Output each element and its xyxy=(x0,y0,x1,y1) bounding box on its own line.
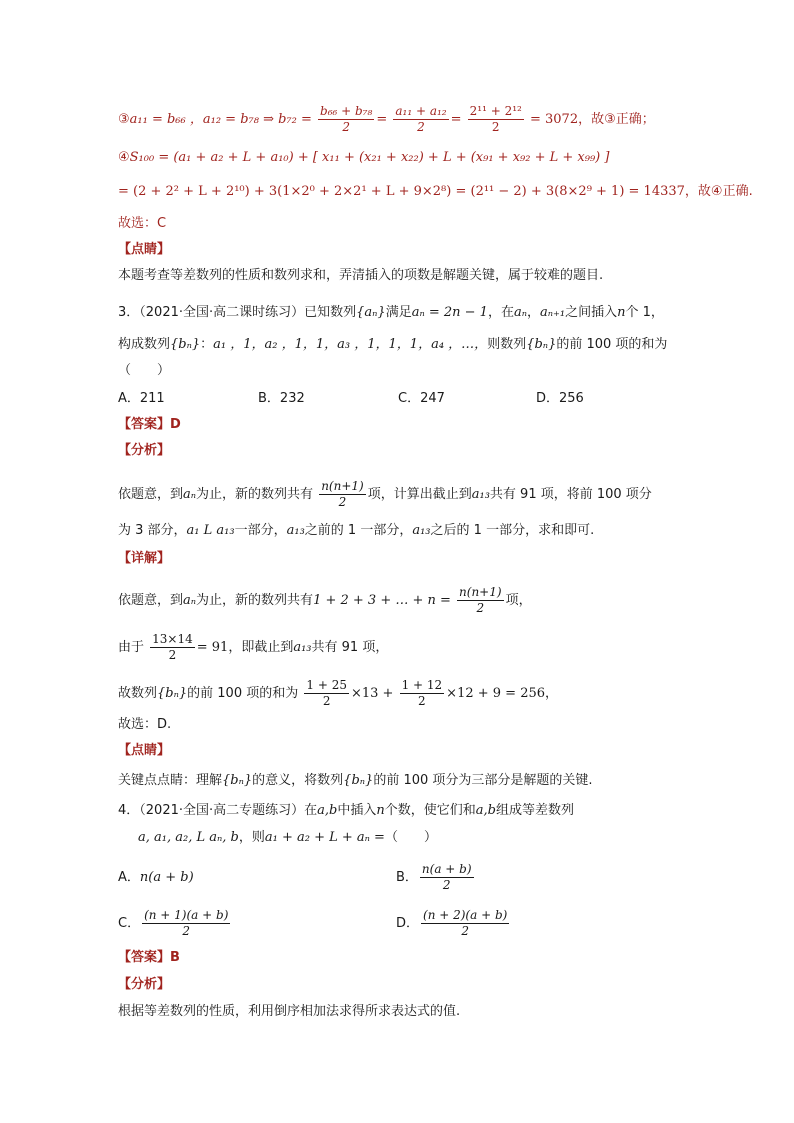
circle-number: ③ xyxy=(118,112,130,127)
question-4-line-1: 4．（2021·全国·高二专题练习）在a,b中插入n个数，使它们和a,b组成等差数列 xyxy=(118,803,574,818)
conclusion-text: ，故③正确； xyxy=(578,112,655,127)
analysis-line-1: 依题意，到aₙ为止，新的数列共有 $\frac{n(n+1)}{2}$ 项，计算出截止到a₁₃共有 91 项，将前 100 项分 xyxy=(118,479,652,509)
circle-number: ④ xyxy=(118,150,130,165)
option-c: C． $\frac{(n + 1)(a + b)}{2}$ xyxy=(118,908,229,938)
option-b: B．232 xyxy=(258,391,305,406)
question-4-line-2: a, a₁, a₂, L aₙ, b，则a₁ + a₂ + L + aₙ =（ ） xyxy=(138,830,437,845)
fraction: $\frac{13\times 14}{2}$ xyxy=(152,632,193,662)
fraction: $\frac{\text{a₁₁ + a₁₂}}{2}$ xyxy=(395,104,447,134)
answer-blank: （ ） xyxy=(118,363,171,378)
math-expression: a₁₁ = b₆₆ ，a₁₂ = b₇₈ ⇒ b₇₂ = xyxy=(129,112,312,127)
option-d: D．256 xyxy=(536,391,584,406)
fraction: $\frac{1 + 25}{2}$ xyxy=(306,678,347,708)
math-result: = 3072 xyxy=(529,112,579,127)
tip-tag: 【点睛】 xyxy=(118,743,171,758)
fraction: $\frac{n(n+1)}{2}$ xyxy=(321,479,364,509)
analysis-line-2: 为 3 部分，a₁ L a₁₃一部分，a₁₃之前的 1 一部分，a₁₃之后的 1 一部分，求和即可. xyxy=(118,523,595,538)
detail-line-2: 由于 $\frac{13\times 14}{2}$ = 91，即截止到a₁₃共有 91 项， xyxy=(118,632,389,662)
analysis-tag: 【分析】 xyxy=(118,977,171,992)
math-expression: = (2 + 2² + L + 2¹⁰) + 3(1×2⁰ + 2×2¹ + L + 9×2⁸) = (2¹¹ − 2) + 3(8×2⁹ + 1) = 14337 xyxy=(118,184,685,199)
option-a: A．211 xyxy=(118,391,165,406)
fraction: $\frac{1 + 12}{2}$ xyxy=(401,678,443,708)
fraction: $\frac{\text{2¹¹ + 2¹²}}{2}$ xyxy=(469,104,522,134)
solution-line-5 xyxy=(118,182,753,202)
conclusion-text: ，故④正确. xyxy=(684,184,753,199)
section-tag: 【点睛】 xyxy=(118,242,171,257)
answer-selection: 故选：C xyxy=(118,216,167,231)
tip-text: 关键点点睛：理解{bₙ}的意义，将数列{bₙ}的前 100 项分为三部分是解题的关键. xyxy=(118,773,593,788)
analysis-text: 根据等差数列的性质，利用倒序相加法求得所求表达式的值. xyxy=(118,1004,461,1019)
detail-line-3: 故数列{bₙ}的前 100 项的和为 $\frac{1 + 25}{2}$ ×13 + $\frac{1 + 12}{2}$ ×12 + 9 = 256， xyxy=(118,678,559,708)
fraction: $\frac{\text{b₆₆ + b₇₈}}{2}$ xyxy=(320,104,373,134)
answer-selection: 故选：D. xyxy=(118,717,172,732)
answer-tag: 【答案】D xyxy=(118,417,181,432)
detail-line-1: 依题意，到aₙ为止，新的数列共有1 + 2 + 3 + … + n = $\frac{n(n+1)}{2}$ 项， xyxy=(118,585,532,615)
math-expression: S₁₀₀ = (a₁ + a₂ + L + a₁₀) + [ x₁₁ + (x₂₁ + x₂₂) + L + (x₉₁ + x₉₂ + L + x₉₉) ] xyxy=(129,150,610,165)
solution-line-3: ③a₁₁ = b₆₆ ，a₁₂ = b₇₈ ⇒ b₇₂ = $\frac{\text{b₆₆ + b₇₈}}{2}$ = $\frac{\text{a₁₁ + a₁₂}}{2}$ = $\frac{\text{2¹¹ + 2¹²}}{2}$ = 3072，故③正确； xyxy=(118,104,655,134)
answer-tag: 【答案】B xyxy=(118,950,180,965)
option-d: D． $\frac{(n + 2)(a + b)}{2}$ xyxy=(396,908,508,938)
option-a: A．n(a + b) xyxy=(118,870,194,885)
question-3-line-1: 3．（2021·全国·高二课时练习）已知数列{aₙ}满足aₙ = 2n − 1，在aₙ，aₙ₊₁之间插入n个 1， xyxy=(118,305,664,320)
question-3-line-2: 构成数列{bₙ}：a₁ ，1，a₂ ，1，1，a₃ ，1，1，1，a₄ ，…，则数列{bₙ}的前 100 项的和为 xyxy=(118,337,668,352)
detail-tag: 【详解】 xyxy=(118,551,171,566)
option-c: C．247 xyxy=(398,391,445,406)
fraction: $\frac{n(n+1)}{2}$ xyxy=(459,585,502,615)
solution-line-4 xyxy=(118,148,609,168)
comment-text: 本题考查等差数列的性质和数列求和，弄清插入的项数是解题关键，属于较难的题目. xyxy=(118,268,604,283)
analysis-tag: 【分析】 xyxy=(118,443,171,458)
option-b: B． $\frac{n(a + b)}{2}$ xyxy=(396,862,472,892)
